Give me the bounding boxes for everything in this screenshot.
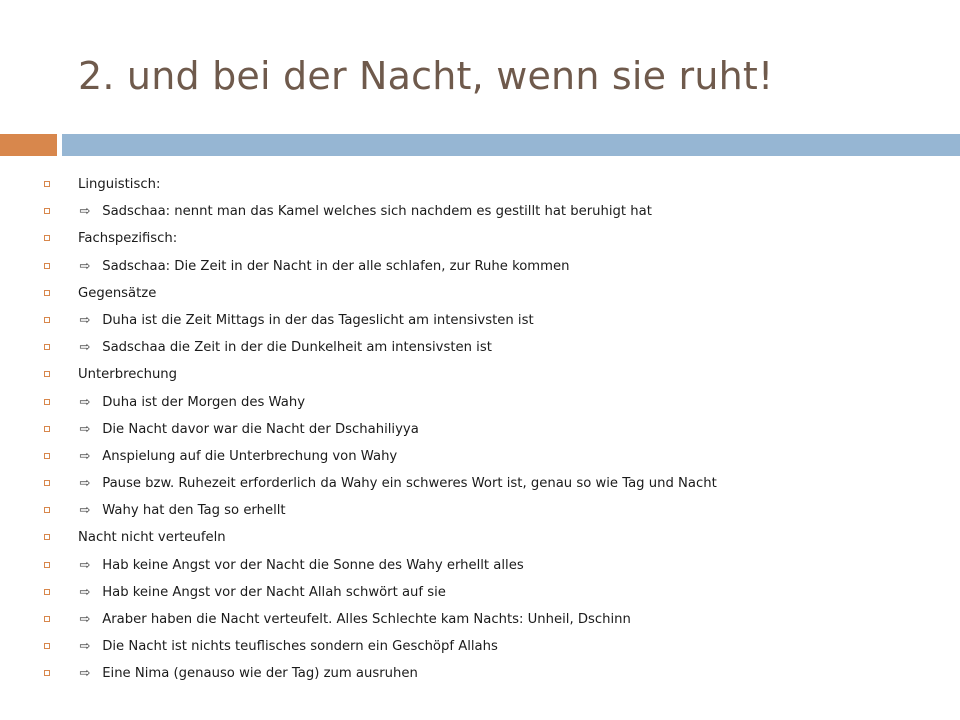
square-bullet-icon bbox=[44, 399, 50, 405]
bullet-text: Duha ist die Zeit Mittags in der das Tageslicht am intensivsten ist bbox=[102, 312, 534, 328]
bullet-text: Unterbrechung bbox=[78, 367, 178, 383]
bullet-item bbox=[44, 502, 944, 529]
bullet-item bbox=[44, 448, 944, 475]
bullet-text: Duha ist der Morgen des Wahy bbox=[102, 394, 305, 410]
bullet-text: Eine Nima (genauso wie der Tag) zum ausruhen bbox=[102, 666, 418, 682]
square-bullet-icon bbox=[44, 562, 50, 568]
bullet-item bbox=[44, 176, 944, 203]
bullet-list bbox=[44, 176, 944, 693]
bullet-item bbox=[44, 203, 944, 230]
bullet-item bbox=[44, 312, 944, 339]
bullet-item bbox=[44, 394, 944, 421]
bullet-text: Sadschaa: nennt man das Kamel welches sich nachdem es gestillt hat beruhigt hat bbox=[102, 204, 652, 220]
bullet-item bbox=[44, 557, 944, 584]
bullet-text: Die Nacht ist nichts teuflisches sondern ein Geschöpf Allahs bbox=[102, 639, 498, 655]
right-arrow-icon: ⇨ bbox=[79, 503, 91, 519]
right-arrow-icon: ⇨ bbox=[79, 666, 91, 682]
square-bullet-icon bbox=[44, 235, 50, 241]
square-bullet-icon bbox=[44, 643, 50, 649]
slide-title: 2. und bei der Nacht, wenn sie ruht! bbox=[78, 54, 774, 98]
square-bullet-icon bbox=[44, 426, 50, 432]
bullet-item bbox=[44, 611, 944, 638]
bullet-text: Hab keine Angst vor der Nacht die Sonne des Wahy erhellt alles bbox=[102, 557, 524, 573]
right-arrow-icon: ⇨ bbox=[79, 557, 91, 573]
square-bullet-icon bbox=[44, 181, 50, 187]
bullet-text: Linguistisch: bbox=[78, 177, 161, 192]
right-arrow-icon: ⇨ bbox=[79, 584, 91, 600]
square-bullet-icon bbox=[44, 670, 50, 676]
bullet-text: Nacht nicht verteufeln bbox=[78, 530, 226, 546]
bullet-item bbox=[44, 475, 944, 502]
bullet-item bbox=[44, 258, 944, 285]
bullet-item bbox=[44, 230, 944, 257]
bullet-text: Anspielung auf die Unterbrechung von Wahy bbox=[102, 448, 398, 464]
bullet-text: Wahy hat den Tag so erhellt bbox=[102, 503, 286, 519]
bullet-item bbox=[44, 638, 944, 665]
square-bullet-icon bbox=[44, 371, 50, 377]
square-bullet-icon bbox=[44, 317, 50, 323]
bullet-text: Pause bzw. Ruhezeit erforderlich da Wahy ein schweres Wort ist, genau so wie Tag und Nacht bbox=[102, 476, 717, 492]
square-bullet-icon bbox=[44, 344, 50, 350]
square-bullet-icon bbox=[44, 263, 50, 269]
square-bullet-icon bbox=[44, 480, 50, 486]
accent-bar-left bbox=[0, 134, 57, 156]
square-bullet-icon bbox=[44, 589, 50, 595]
bullet-text: Die Nacht davor war die Nacht der Dschahiliyya bbox=[102, 421, 419, 437]
bullet-text: Sadschaa die Zeit in der die Dunkelheit am intensivsten ist bbox=[102, 340, 492, 356]
bullet-text: Araber haben die Nacht verteufelt. Alles Schlechte kam Nachts: Unheil, Dschinn bbox=[102, 612, 631, 627]
bullet-item bbox=[44, 665, 944, 692]
right-arrow-icon: ⇨ bbox=[79, 421, 91, 437]
square-bullet-icon bbox=[44, 616, 50, 622]
square-bullet-icon bbox=[44, 453, 50, 459]
bullet-item bbox=[44, 584, 944, 611]
right-arrow-icon: ⇨ bbox=[79, 204, 91, 220]
bullet-text: Gegensätze bbox=[78, 285, 157, 301]
square-bullet-icon bbox=[44, 534, 50, 540]
square-bullet-icon bbox=[44, 208, 50, 214]
right-arrow-icon: ⇨ bbox=[79, 639, 91, 655]
bullet-item bbox=[44, 529, 944, 556]
bullet-item bbox=[44, 366, 944, 393]
right-arrow-icon: ⇨ bbox=[79, 612, 91, 627]
bullet-item bbox=[44, 285, 944, 312]
square-bullet-icon bbox=[44, 290, 50, 296]
right-arrow-icon: ⇨ bbox=[79, 476, 91, 492]
right-arrow-icon: ⇨ bbox=[79, 394, 91, 410]
right-arrow-icon: ⇨ bbox=[79, 312, 91, 328]
bullet-text: Fachspezifisch: bbox=[78, 231, 178, 247]
square-bullet-icon bbox=[44, 507, 50, 513]
right-arrow-icon: ⇨ bbox=[79, 258, 91, 274]
bullet-text: Sadschaa: Die Zeit in der Nacht in der alle schlafen, zur Ruhe kommen bbox=[102, 258, 570, 274]
right-arrow-icon: ⇨ bbox=[79, 340, 91, 356]
bullet-item bbox=[44, 339, 944, 366]
bullet-text: Hab keine Angst vor der Nacht Allah schwört auf sie bbox=[102, 584, 446, 600]
bullet-item bbox=[44, 421, 944, 448]
right-arrow-icon: ⇨ bbox=[79, 448, 91, 464]
accent-bar-right bbox=[62, 134, 960, 156]
